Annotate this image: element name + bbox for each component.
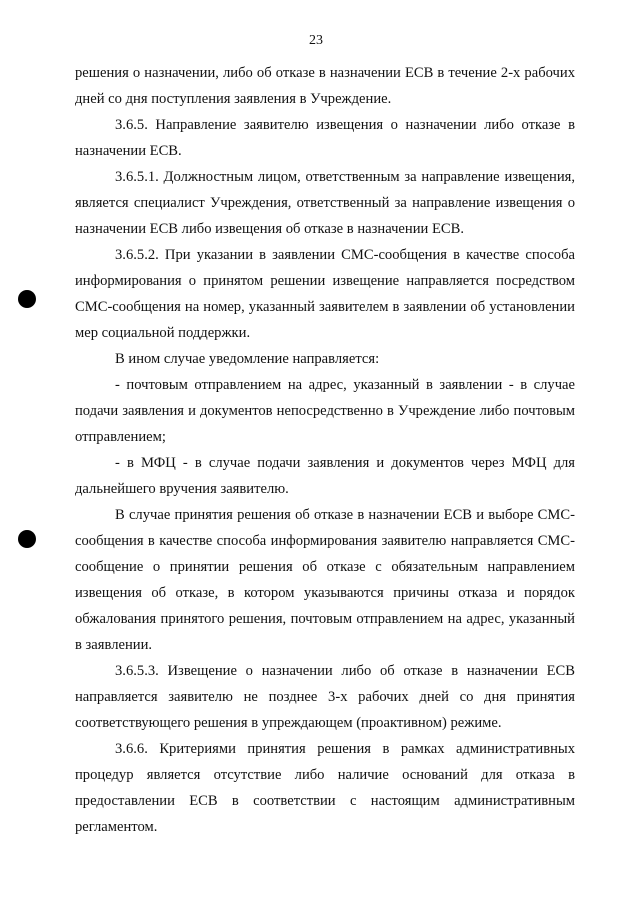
document-body xyxy=(75,60,575,840)
paragraph: 3.6.5.2. При указании в заявлении СМС-сообщения в качестве способа информирования о принятом решении извещение направляется посредством СМС-сообщения на номер, указанный заявителем в заявлении об установлении мер социальной поддержки. xyxy=(75,247,575,341)
paragraph: решения о назначении, либо об отказе в назначении ЕСВ в течение 2-х рабочих дней со дня поступления заявления в Учреждение. xyxy=(75,65,575,107)
punch-hole xyxy=(18,290,36,308)
paragraph: 3.6.6. Критериями принятия решения в рамках административных процедур является отсутствие либо наличие оснований для отказа в предоставлении ЕСВ в соответствии с настоящим административным регламентом. xyxy=(75,741,575,835)
paragraph: - в МФЦ - в случае подачи заявления и документов через МФЦ для дальнейшего вручения заявителю. xyxy=(75,455,575,497)
page-number: 23 xyxy=(309,33,323,48)
punch-hole xyxy=(18,530,36,548)
paragraph: - почтовым отправлением на адрес, указанный в заявлении - в случае подачи заявления и документов непосредственно в Учреждение либо почтовым отправлением; xyxy=(75,377,575,445)
paragraph: В случае принятия решения об отказе в назначении ЕСВ и выборе СМС-сообщения в качестве способа информирования заявителю направляется СМС-сообщение о принятии решения об отказе с обязательным направлением извещения об отказе, в котором указываются причины отказа и порядок обжалования принятого решения, почтовым отправлением на адрес, указанный в заявлении. xyxy=(75,507,575,653)
paragraph: 3.6.5.3. Извещение о назначении либо об отказе в назначении ЕСВ направляется заявителю не позднее 3-х рабочих дней со дня принятия соответствующего решения в упреждающем (проактивном) режиме. xyxy=(75,663,575,731)
paragraph: В ином случае уведомление направляется: xyxy=(115,351,380,367)
paragraph: 3.6.5.1. Должностным лицом, ответственным за направление извещения, является специалист Учреждения, ответственный за направление извещения о назначении ЕСВ либо извещения об отказе в назначении ЕСВ. xyxy=(75,169,575,237)
paragraph: 3.6.5. Направление заявителю извещения о назначении либо отказе в назначении ЕСВ. xyxy=(75,117,575,159)
